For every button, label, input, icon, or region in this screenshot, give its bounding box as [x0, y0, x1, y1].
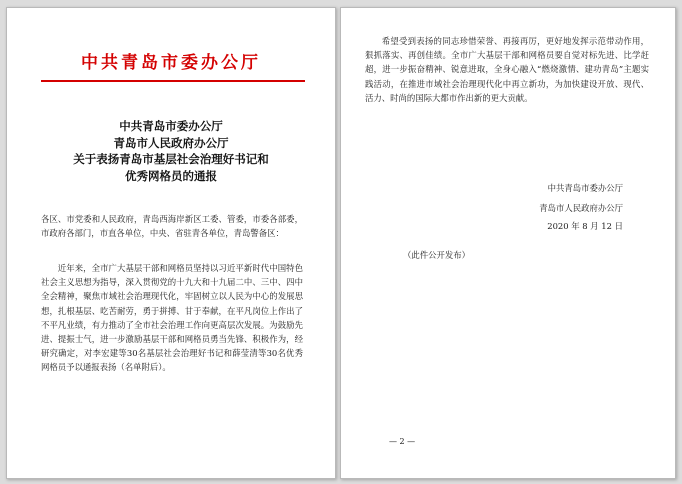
signature-date: 2020 年 8 月 12 日: [547, 221, 623, 231]
title-line-3: 关于表扬青岛市基层社会治理好书记和: [73, 152, 269, 166]
red-separator-line: [41, 80, 305, 82]
addressee-paragraph: 各区、市党委和人民政府，青岛西海岸新区工委、管委，市委各部委，市政府各部门，市直各单位，中央、省驻青各单位，青岛警备区：: [41, 214, 303, 239]
title-line-4: 优秀网格员的通报: [125, 168, 217, 183]
page-number: — 2 —: [389, 437, 416, 446]
red-header-title: 中共青岛市委办公厅: [81, 53, 261, 73]
body-paragraph: 近年来，全市广大基层干部和网格员坚持以习近平新时代中国特色社会主义思想为指导，深入贯彻党的十九大和十九届二中、三中、四中全会精神，聚焦市域社会治理现代化，牢固树立以人民为中心的发展思想，扎根基层、吃苦耐劳，勇于拼搏、甘于奉献，在平凡岗位上作出了不平凡业绩，有力推动了全市社会治理工作向更高层次发展。为鼓励先进、提振士气，进一步激励基层干部和网格员勇当先锋、积极作为，经研究确定，对李宏建等30名基层社会治理好书记和薛莹清等30名优秀网格员予以通报表扬（名单附后）。: [41, 263, 303, 373]
document-title: [7, 118, 335, 184]
title-line-1: 中共青岛市委办公厅: [119, 119, 223, 133]
document-page-left: [6, 7, 336, 479]
signer-government-office: 青岛市人民政府办公厅: [539, 203, 623, 213]
title-line-2: 青岛市人民政府办公厅: [113, 135, 229, 150]
publish-note: （此件公开发布）: [403, 250, 470, 260]
body-paragraph-continued: 希望受到表扬的同志珍惜荣誉、再接再厉，更好地发挥示范带动作用，狠抓落实、再创佳绩。全市广大基层干部和网格员要自觉对标先进、比学赶超，进一步振奋精神、锐意进取，全身心融入“燃烧激情、建功青岛”主题实践活动，在推进市域社会治理现代化中再立新功，为加快建设开放、现代、活力、时尚的国际大都市作出新的更大贡献。: [365, 36, 649, 103]
document-page-right: [340, 7, 676, 479]
signer-party-office: 中共青岛市委办公厅: [547, 183, 623, 193]
